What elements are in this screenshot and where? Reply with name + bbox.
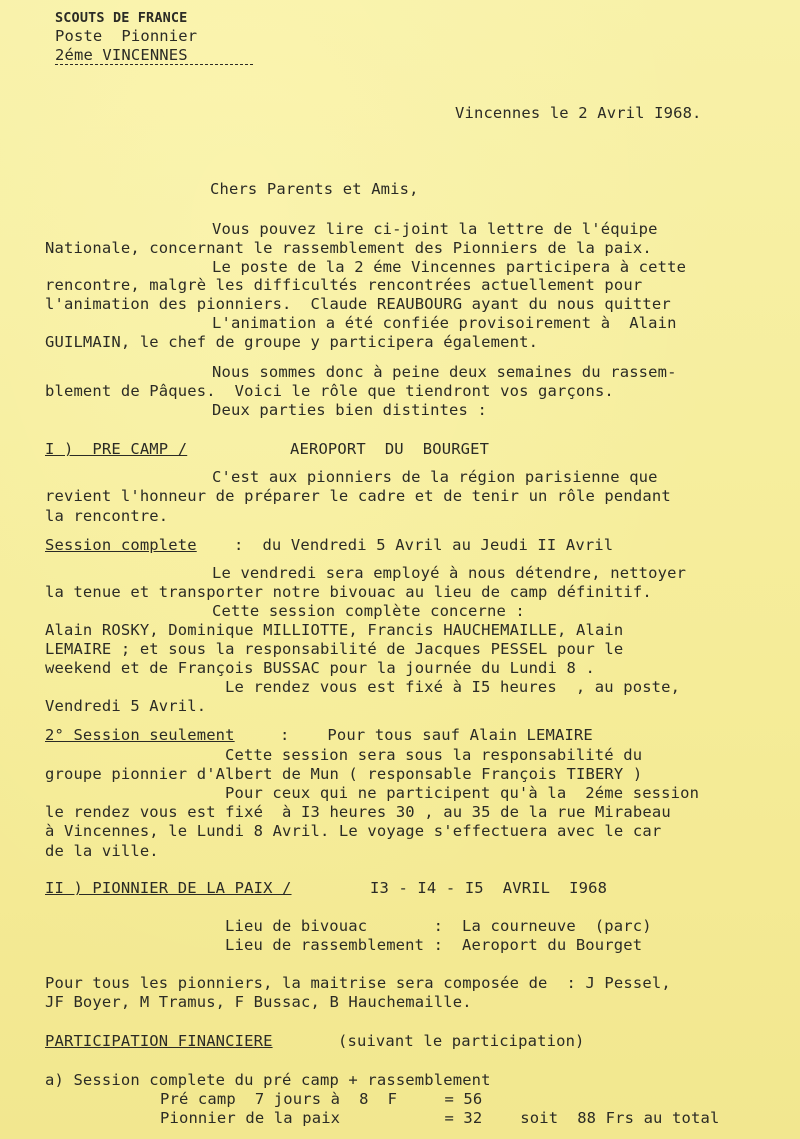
section1-heading: I ) PRE CAMP / <box>45 440 188 458</box>
body-line: l'animation des pionniers. Claude REAUBOURG ayant du nous quitter <box>45 295 671 313</box>
body-line: GUILMAIN, le chef de groupe y participera également. <box>45 333 539 351</box>
section1-place: AEROPORT DU BOURGET <box>290 440 490 458</box>
session-text: Cette session complète concerne : <box>212 602 525 620</box>
session-text: Le vendredi sera employé à nous détendre, nettoyer <box>212 564 687 582</box>
session-text: Le rendez vous est fixé à I5 heures , au poste, <box>225 678 681 696</box>
body-line: Deux parties bien distintes : <box>212 401 487 419</box>
session-text: LEMAIRE ; et sous la responsabilité de Jacques PESSEL pour le <box>45 640 624 658</box>
section2-heading: II ) PIONNIER DE LA PAIX / <box>45 879 292 897</box>
body-line: L'animation a été confiée provisoirement à Alain <box>212 314 677 332</box>
body-line: Vous pouvez lire ci-joint la lettre de l'équipe <box>212 220 658 238</box>
body-line: Nationale, concernant le rassemblement des Pionniers de la paix. <box>45 239 652 257</box>
session2-text: Pour ceux qui ne participent qu'à la 2éme session <box>225 784 700 802</box>
date-line: Vincennes le 2 Avril I968. <box>455 104 702 122</box>
finance-heading: PARTICIPATION FINANCIERE <box>45 1032 273 1050</box>
section1-text: C'est aux pionniers de la région parisienne que <box>212 468 658 486</box>
session-text: Vendredi 5 Avril. <box>45 697 207 715</box>
body-line: rencontre, malgrè les difficultés rencontrées actuellement pour <box>45 276 643 294</box>
staff-line: Pour tous les pionniers, la maitrise sera composée de : J Pessel, <box>45 974 671 992</box>
session2-text: le rendez vous est fixé à I3 heures 30 , au 35 de la rue Mirabeau <box>45 803 671 821</box>
finance-pionnier: Pionnier de la paix = 32 soit 88 Frs au total <box>160 1109 720 1127</box>
section2-dates: I3 - I4 - I5 AVRIL I968 <box>370 879 608 897</box>
session-complete-label: Session complete <box>45 536 197 554</box>
org-name: SCOUTS DE FRANCE <box>55 10 188 26</box>
session-text: weekend et de François BUSSAC pour la journée du Lundi 8 . <box>45 659 595 677</box>
session2-text: Cette session sera sous la responsabilité du <box>225 746 643 764</box>
unit-name: Poste Pionnier <box>55 27 198 45</box>
session2-label: 2° Session seulement <box>45 726 235 744</box>
body-line: Le poste de la 2 éme Vincennes participera à cette <box>212 258 687 276</box>
finance-note: (suivant le participation) <box>338 1032 585 1050</box>
session-text: Alain ROSKY, Dominique MILLIOTTE, Francis HAUCHEMAILLE, Alain <box>45 621 624 639</box>
session2-text: de la ville. <box>45 842 159 860</box>
salutation: Chers Parents et Amis, <box>210 180 419 198</box>
staff-line: JF Boyer, M Tramus, F Bussac, B Hauchemaille. <box>45 993 472 1011</box>
bivouac-line: Lieu de bivouac : La courneuve (parc) <box>225 917 652 935</box>
session2-text: groupe pionnier d'Albert de Mun ( responsable François TIBERY ) <box>45 765 643 783</box>
section1-text: la rencontre. <box>45 507 169 525</box>
group-name: 2éme VINCENNES <box>55 46 253 65</box>
session2-text: à Vincennes, le Lundi 8 Avril. Le voyage s'effectuera avec le car <box>45 822 662 840</box>
session2-rest: : Pour tous sauf Alain LEMAIRE <box>280 726 593 744</box>
session-text: la tenue et transporter notre bivouac au lieu de camp définitif. <box>45 583 652 601</box>
finance-a: a) Session complete du pré camp + rassemblement <box>45 1071 491 1089</box>
body-line: blement de Pâques. Voici le rôle que tiendront vos garçons. <box>45 382 614 400</box>
rassemblement-line: Lieu de rassemblement : Aeroport du Bourget <box>225 936 643 954</box>
finance-precamp: Pré camp 7 jours à 8 F = 56 <box>160 1090 483 1108</box>
body-line: Nous sommes donc à peine deux semaines du rassem- <box>212 363 677 381</box>
session-complete-dates: : du Vendredi 5 Avril au Jeudi II Avril <box>234 536 614 554</box>
section1-text: revient l'honneur de préparer le cadre et de tenir un rôle pendant <box>45 487 671 505</box>
